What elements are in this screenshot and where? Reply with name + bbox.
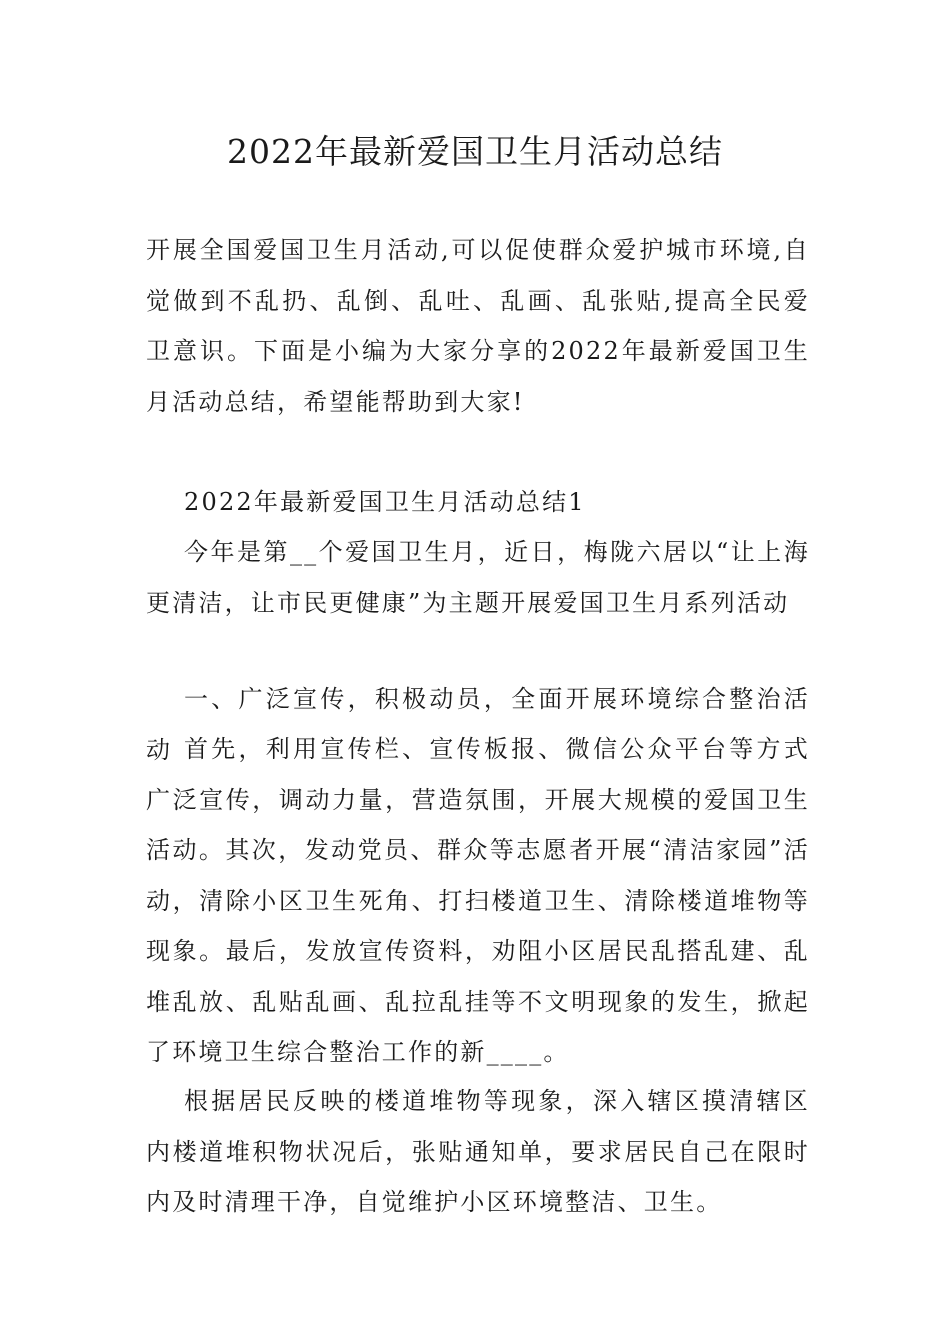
document-title: 2022年最新爱国卫生月活动总结 — [227, 132, 723, 171]
intro-paragraph: 开展全国爱国卫生月活动,可以促使群众爱护城市环境,自觉做到不乱扔、乱倒、乱吐、乱画、乱张贴,提高全民爱卫意识。下面是小编为大家分享的2022年最新爱国卫生月活动总结，希望能帮助到大家! — [146, 236, 810, 416]
paragraph-publicity: 首先，利用宣传栏、宣传板报、微信公众平台等方式广泛宣传，调动力量，营造氛围，开展大规模的爱国卫生活动。其次，发动党员、群众等志愿者开展“清洁家园”活动，清除小区卫生死角、打扫楼道卫生、清除楼道堆物等现象。最后，发放宣传资料，劝阻小区居民乱搭乱建、乱堆乱放、乱贴乱画、乱拉乱挂等不文明现象的发生，掀起了环境卫生综合整治工作的新____。 — [146, 735, 810, 1066]
subheading-publicity: 一、广泛宣传，积极动员，全面开展环境综合整治活动 — [146, 685, 810, 764]
paragraph-corridor: 根据居民反映的楼道堆物等现象，深入辖区摸清辖区内楼道堆积物状况后，张贴通知单，要求居民自己在限时内及时清理干净，自觉维护小区环境整洁、卫生。 — [146, 1087, 810, 1216]
section-heading-1: 2022年最新爱国卫生月活动总结1 — [184, 488, 586, 516]
paragraph-theme: 今年是第__个爱国卫生月，近日，梅陇六居以“让上海更清洁，让市民更健康”为主题开展爱国卫生月系列活动 — [146, 538, 810, 617]
